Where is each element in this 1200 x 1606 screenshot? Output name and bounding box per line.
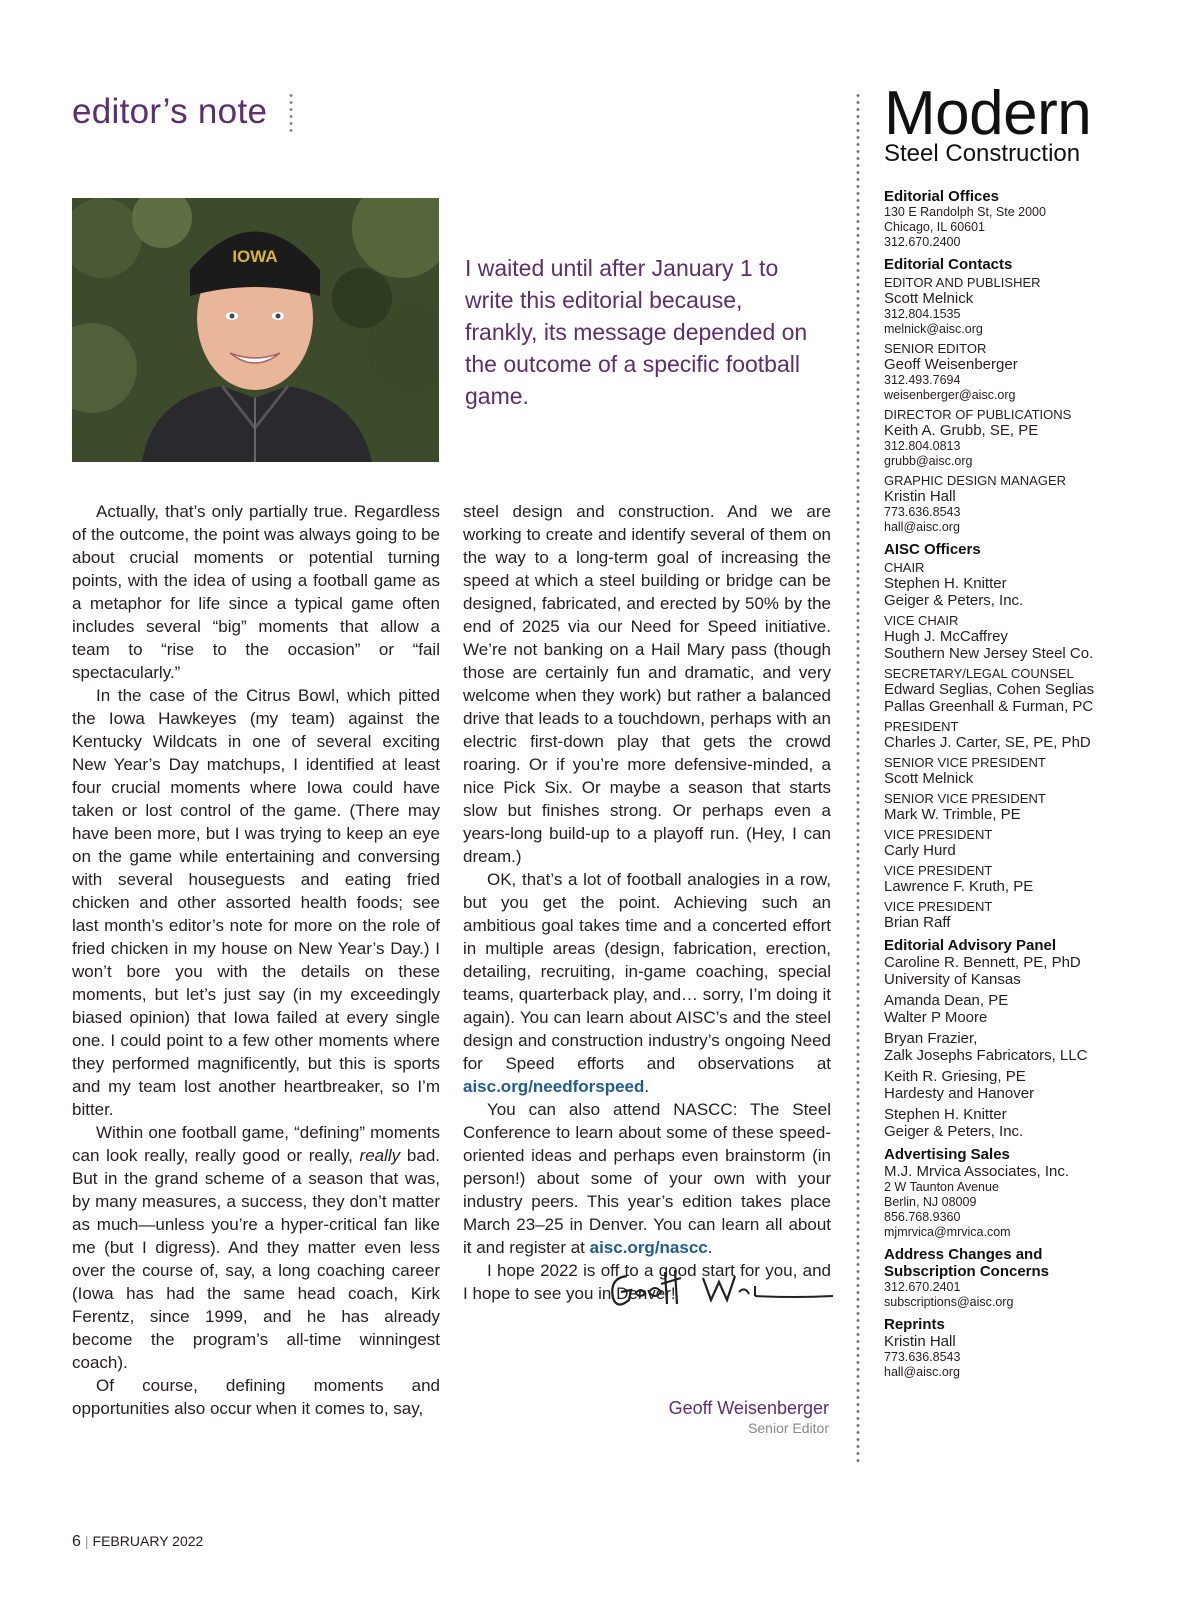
phone-number: 312.804.0813 — [884, 439, 961, 453]
article-column-right — [463, 500, 831, 1305]
phone-number: 773.636.8543 — [884, 505, 961, 519]
paragraph — [463, 1098, 831, 1259]
member-affiliation: Zalk Josephs Fabricators, LLC — [884, 1047, 1088, 1064]
paragraph-text: OK, that’s a lot of football analogies in a row, but you get the point. Achieving such an ambitious goal takes time and a concerted effort in multiple areas (design, fabrication, erection, detailing, recruiting, in-game coaching, special teams, quarterback play, and… sorry, I’m doing it again). You can learn about AISC’s and the steel design and construction industry’s ongoing Need for Speed efforts and observations at — [463, 870, 831, 1073]
role-label: VICE PRESIDENT — [884, 827, 993, 842]
title-dotted-divider — [289, 92, 293, 132]
paragraph-text: Within one football game, “defining” moments can look really, really good or really, — [72, 1123, 440, 1165]
role-label: PRESIDENT — [884, 719, 959, 734]
officer-entry — [884, 755, 1124, 787]
email-address: subscriptions@aisc.org — [884, 1295, 1014, 1309]
page-number: 6 — [72, 1533, 81, 1550]
phone-number: 773.636.8543 — [884, 1350, 961, 1364]
paragraph — [72, 1121, 440, 1374]
contact-name: Scott Melnick — [884, 290, 974, 307]
officer-entry — [884, 613, 1124, 662]
paragraph-text: . — [707, 1238, 713, 1257]
officer-entry — [884, 899, 1124, 931]
section-title: editor’s note — [72, 92, 268, 131]
section-heading: Address Changes and Subscription Concerns — [884, 1246, 1050, 1280]
masthead — [884, 188, 1124, 1386]
author-title: Senior Editor — [748, 1420, 829, 1436]
phone-number: 312.670.2401 — [884, 1280, 961, 1294]
logo-subtitle: Steel Construction — [884, 140, 1081, 167]
contact-name: Keith A. Grubb, SE, PE — [884, 422, 1039, 439]
signature-scribble — [605, 1264, 835, 1320]
officer-entry — [884, 863, 1124, 895]
phone-number: 312.493.7694 — [884, 373, 961, 387]
officer-entry — [884, 791, 1124, 823]
officer-name: Mark W. Trimble, PE — [884, 806, 1021, 823]
phone-number: 312.804.1535 — [884, 307, 961, 321]
paragraph-text: . — [644, 1077, 650, 1096]
contact-entry — [884, 473, 1124, 535]
section-heading: AISC Officers — [884, 541, 981, 558]
role-label: VICE PRESIDENT — [884, 863, 993, 878]
address-line: 130 E Randolph St, Ste 2000 — [884, 205, 1046, 219]
paragraph — [463, 868, 831, 1098]
officer-entry — [884, 719, 1124, 751]
role-label: GRAPHIC DESIGN MANAGER — [884, 473, 1067, 488]
member-affiliation: Walter P Moore — [884, 1009, 988, 1026]
officer-name: Brian Raff — [884, 914, 951, 931]
contact-name: Kristin Hall — [884, 488, 956, 505]
member-name: Amanda Dean, PE — [884, 992, 1009, 1009]
officer-name: Hugh J. McCaffrey — [884, 628, 1008, 645]
member-name: Keith R. Griesing, PE — [884, 1068, 1026, 1085]
contact-name: Kristin Hall — [884, 1333, 956, 1350]
contact-entry — [884, 275, 1124, 337]
officer-name: Stephen H. Knitter — [884, 575, 1007, 592]
member-affiliation: Hardesty and Hanover — [884, 1085, 1035, 1102]
paragraph: steel design and construction. And we are working to create and identify several of them on the way to a long-term goal of increasing the speed at which a steel building or bridge can be designed, fabricated, and erected by 50% by the end of 2025 via our Need for Speed initiative. We’re not banking on a Hail Mary pass (though those are certainly fun and dramatic, and very welcome when they work) but rather a balanced drive that leads to a touchdown, perhaps with an electric first-down play that gets the crowd roaring. Or if you’re more defensive-minded, a nice Pick Six. Or maybe a season that starts slow but finishes strong. Or perhaps even a years-long build-up to a playoff run. (Hey, I can dream.) — [463, 502, 831, 866]
column-dotted-divider — [856, 92, 860, 1464]
contact-entry — [884, 407, 1124, 469]
role-label: CHAIR — [884, 560, 925, 575]
address-changes — [884, 1246, 1124, 1310]
role-label: EDITOR AND PUBLISHER — [884, 275, 1041, 290]
aisc-officers — [884, 541, 1124, 931]
officer-name: Carly Hurd — [884, 842, 956, 859]
panel-member — [884, 1030, 1124, 1064]
role-label: SENIOR VICE PRESIDENT — [884, 755, 1046, 770]
address-line: Berlin, NJ 08009 — [884, 1195, 977, 1209]
officer-entry — [884, 827, 1124, 859]
contact-name: Geoff Weisenberger — [884, 356, 1018, 373]
officer-name: Scott Melnick — [884, 770, 974, 787]
advertising-sales — [884, 1146, 1124, 1240]
email-address: weisenberger@aisc.org — [884, 388, 1016, 402]
editorial-offices — [884, 188, 1124, 250]
footer-separator: | — [84, 1533, 89, 1549]
editorial-contacts — [884, 256, 1124, 535]
officer-affiliation: Pallas Greenhall & Furman, PC — [884, 698, 1094, 715]
author-photo — [72, 198, 439, 462]
paragraph: I hope 2022 is off to a good start for you, and I hope to see you in Denver! — [463, 1261, 831, 1303]
pull-quote: I waited until after January 1 to write this editorial because, frankly, its message depended on the outcome of a specific football game. — [465, 255, 808, 409]
section-heading: Editorial Offices — [884, 188, 1000, 205]
role-label: DIRECTOR OF PUBLICATIONS — [884, 407, 1072, 422]
phone-number: 312.670.2400 — [884, 235, 961, 249]
paragraph: Actually, that’s only partially true. Regardless of the outcome, the point was always going to be about crucial moments or potential turning points, with the idea of using a football game as a metaphor for life since a typical game often includes several “big” moments that allow a team to “rise to the occasion” or “fail spectacularly.” — [72, 502, 440, 682]
role-label: SENIOR VICE PRESIDENT — [884, 791, 1046, 806]
phone-number: 856.768.9360 — [884, 1210, 961, 1224]
section-heading: Reprints — [884, 1316, 945, 1333]
hat-text: IOWA — [232, 247, 278, 266]
officer-affiliation: Southern New Jersey Steel Co. — [884, 645, 1094, 662]
section-heading: Editorial Advisory Panel — [884, 937, 1056, 954]
paragraph-text: bad. But in the grand scheme of a season that was, by many measures, a success, they don’t matter as much—unless you’re a hyper-critical fan like me (but I digress). And they matter even less over the course of, say, a long coaching career (Iowa has had the same head coach, Kirk Ferentz, since 1999, and he has already become the program’s all-time winningest coach). — [72, 1146, 441, 1372]
section-heading: Editorial Contacts — [884, 256, 1013, 273]
officer-name: Edward Seglias, Cohen Seglias — [884, 681, 1095, 698]
role-label: SENIOR EDITOR — [884, 341, 987, 356]
paragraph: In the case of the Citrus Bowl, which pitted the Iowa Hawkeyes (my team) against the Kentucky Wildcats in one of several exciting New Year’s Day matchups, I identified at least four crucial moments where Iowa could have taken or lost control of the game. (There may have been more, but I was trying to keep an eye on the game while entertaining and conversing with several houseguests and eating fried chicken and other assorted health foods; see last month’s editor’s note for more on the role of fried chicken in my house on New Year’s Day.) I won’t bore you with the details on these moments, but let’s just say (in my exceedingly biased opinion) that Iowa failed at every single one. I could point to a few other moments where they performed magnificently, but this is sports and my team lost another heartbreaker, so I’m bitter. — [72, 686, 440, 1119]
panel-member — [884, 1068, 1124, 1102]
paragraph: Of course, defining moments and opportunities also occur when it comes to, say, — [72, 1376, 440, 1418]
handwritten-signature — [605, 1264, 835, 1320]
author-name: Geoff Weisenberger — [668, 1398, 829, 1418]
role-label: VICE CHAIR — [884, 613, 959, 628]
member-name: Stephen H. Knitter — [884, 1106, 1007, 1123]
officer-entry — [884, 560, 1124, 609]
panel-member — [884, 1106, 1124, 1140]
officer-name: Charles J. Carter, SE, PE, PhD — [884, 734, 1091, 751]
member-name: Caroline R. Bennett, PE, PhD — [884, 954, 1081, 971]
address-line: 2 W Taunton Avenue — [884, 1180, 999, 1194]
paragraph-text: You can also attend NASCC: The Steel Conference to learn about some of these speed-oriented ideas and perhaps even brainstorm (in person!) about some of your own with your industry peers. This year’s edition takes place March 23–25 in Denver. You can learn all about it and register at — [463, 1100, 831, 1257]
article-column-left — [72, 500, 440, 1420]
officer-name: Lawrence F. Kruth, PE — [884, 878, 1034, 895]
nascc-link[interactable]: aisc.org/nascc — [589, 1238, 708, 1257]
editorial-advisory-panel — [884, 937, 1124, 1140]
email-address: hall@aisc.org — [884, 520, 960, 534]
role-label: VICE PRESIDENT — [884, 899, 993, 914]
agency-name: M.J. Mrvica Associates, Inc. — [884, 1163, 1070, 1180]
emphasis-text: really — [359, 1146, 401, 1165]
member-affiliation: Geiger & Peters, Inc. — [884, 1123, 1024, 1140]
member-name: Bryan Frazier, — [884, 1030, 978, 1047]
reprints — [884, 1316, 1124, 1380]
email-address: melnick@aisc.org — [884, 322, 983, 336]
member-affiliation: University of Kansas — [884, 971, 1021, 988]
logo-wordmark: Modern — [884, 79, 1092, 148]
email-address: hall@aisc.org — [884, 1365, 960, 1379]
magazine-logo — [884, 79, 1114, 167]
email-address: mjmrvica@mrvica.com — [884, 1225, 1011, 1239]
panel-member — [884, 954, 1124, 988]
officer-entry — [884, 666, 1124, 715]
panel-member — [884, 992, 1124, 1026]
officer-affiliation: Geiger & Peters, Inc. — [884, 592, 1024, 609]
issue-date: FEBRUARY 2022 — [92, 1533, 204, 1549]
page-footer — [72, 1533, 203, 1551]
contact-entry — [884, 341, 1124, 403]
section-heading: Advertising Sales — [884, 1146, 1010, 1163]
needforspeed-link[interactable]: aisc.org/needforspeed — [463, 1077, 645, 1096]
address-line: Chicago, IL 60601 — [884, 220, 986, 234]
role-label: SECRETARY/LEGAL COUNSEL — [884, 666, 1074, 681]
email-address: grubb@aisc.org — [884, 454, 973, 468]
author-photo-illustration — [72, 198, 439, 462]
